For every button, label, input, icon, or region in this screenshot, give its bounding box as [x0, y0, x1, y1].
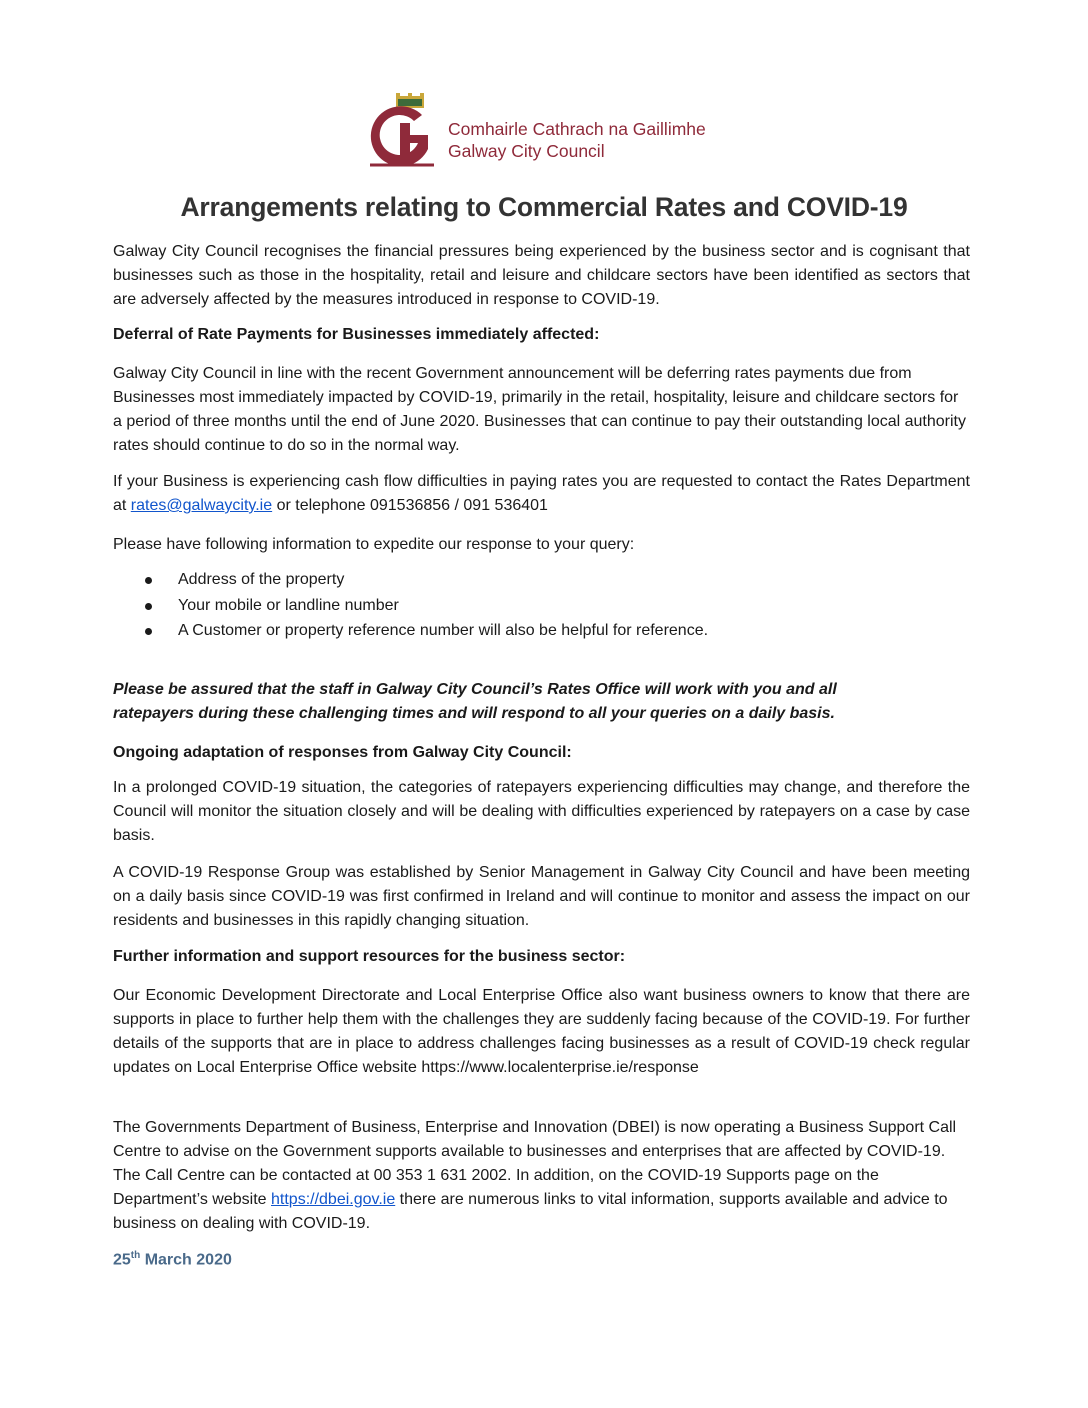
dbei-text: The Governments Department of Business, Enterprise and Innovation (DBEI) is now operating a Business Support Call Centre to advise on the Government supports available to businesses and enterprises that are affected by COVID-19. The Call Centre can be contacted at 00 353 1 631 2002. In addition, on the COVID-19 Supports page on the Department’s website	[113, 1119, 957, 1208]
deferral-paragraph: Galway City Council in line with the recent Government announcement will be deferring rates payments due from Businesses most immediately impacted by COVID-19, primarily in the retail, hospitality, leisure and childcare sectors for a period of three months until the end of June 2020. Businesses that can continue to pay their outstanding local authority rates should continue to do so in the normal way.	[113, 365, 966, 454]
ongoing-heading: Ongoing adaptation of responses from Galway City Council:	[113, 744, 572, 761]
intro-paragraph: Galway City Council recognises the financial pressures being experienced by the business sector and is cognisant that businesses such as those in the hospitality, retail and leisure and childcare sectors have been identified as sectors that are adversely affected by the measures introduced in response to COVID-19.	[113, 243, 970, 308]
date-day: 25	[113, 1251, 131, 1269]
bullet-icon	[145, 577, 152, 584]
rates-email-link[interactable]: rates@galwaycity.ie	[130, 497, 273, 514]
document-date	[113, 1250, 232, 1269]
list-item	[113, 618, 708, 644]
galway-crest-icon	[362, 93, 446, 173]
deferral-heading: Deferral of Rate Payments for Businesses immediately affected:	[113, 326, 600, 343]
contact-phone-text: or telephone 091536856 / 091 536401	[272, 497, 548, 514]
contact-text: If your Business is experiencing cash flow difficulties in paying rates you are requested to contact the Rates Department at	[113, 473, 970, 514]
list-item	[113, 593, 708, 619]
dbei-text-after: there are numerous links to vital information, supports available and advice to business on dealing with COVID-19.	[113, 1191, 948, 1232]
list-item	[113, 567, 708, 593]
info-intro: Please have following information to expedite our response to your query:	[113, 536, 635, 553]
further-heading: Further information and support resources for the business sector:	[113, 948, 626, 965]
info-list	[113, 567, 708, 644]
ongoing-paragraph-2: A COVID-19 Response Group was established by Senior Management in Galway City Council and have been meeting on a daily basis since COVID-19 was first confirmed in Ireland and will continue to monitor and assess the impact on our residents and businesses in this rapidly changing situation.	[113, 864, 970, 929]
list-item-text: Address of the property	[178, 571, 345, 588]
date-suffix: th	[130, 1250, 141, 1261]
date-month-year: March 2020	[140, 1251, 232, 1269]
contact-paragraph	[113, 470, 970, 518]
ongoing-paragraph-1: In a prolonged COVID-19 situation, the categories of ratepayers experiencing difficulties may change, and therefore the Council will monitor the situation closely and will be dealing with difficulties experienced by ratepayers on a case by case basis.	[113, 779, 970, 844]
bullet-icon	[145, 628, 152, 635]
logo-irish-name: Comhairle Cathrach na Gaillimhe	[448, 119, 706, 139]
list-item-text: Your mobile or landline number	[178, 596, 399, 614]
council-logo	[362, 93, 742, 173]
further-paragraph-1: Our Economic Development Directorate and Local Enterprise Office also want business owners to know that there are supports in place to further help them with the challenges they are suddenly facing because of the COVID-19. For further details of the supports that are in place to address challenges facing businesses as a result of COVID-19 check regular updates on Local Enterprise Office website https://www.localenterprise.ie/response	[113, 987, 970, 1076]
page-title: Arrangements relating to Commercial Rates and COVID-19	[180, 192, 908, 222]
dbei-website-link[interactable]: https://dbei.gov.ie	[271, 1191, 396, 1208]
bullet-icon	[145, 603, 152, 610]
logo-english-name: Galway City Council	[448, 141, 605, 161]
list-item-text: A Customer or property reference number will also be helpful for reference.	[178, 622, 709, 639]
assurance-paragraph: Please be assured that the staff in Galway City Council’s Rates Office will work with you and all ratepayers during these challenging times and will respond to all your queries on a daily basis.	[113, 681, 837, 722]
further-paragraph-2	[113, 1116, 970, 1236]
